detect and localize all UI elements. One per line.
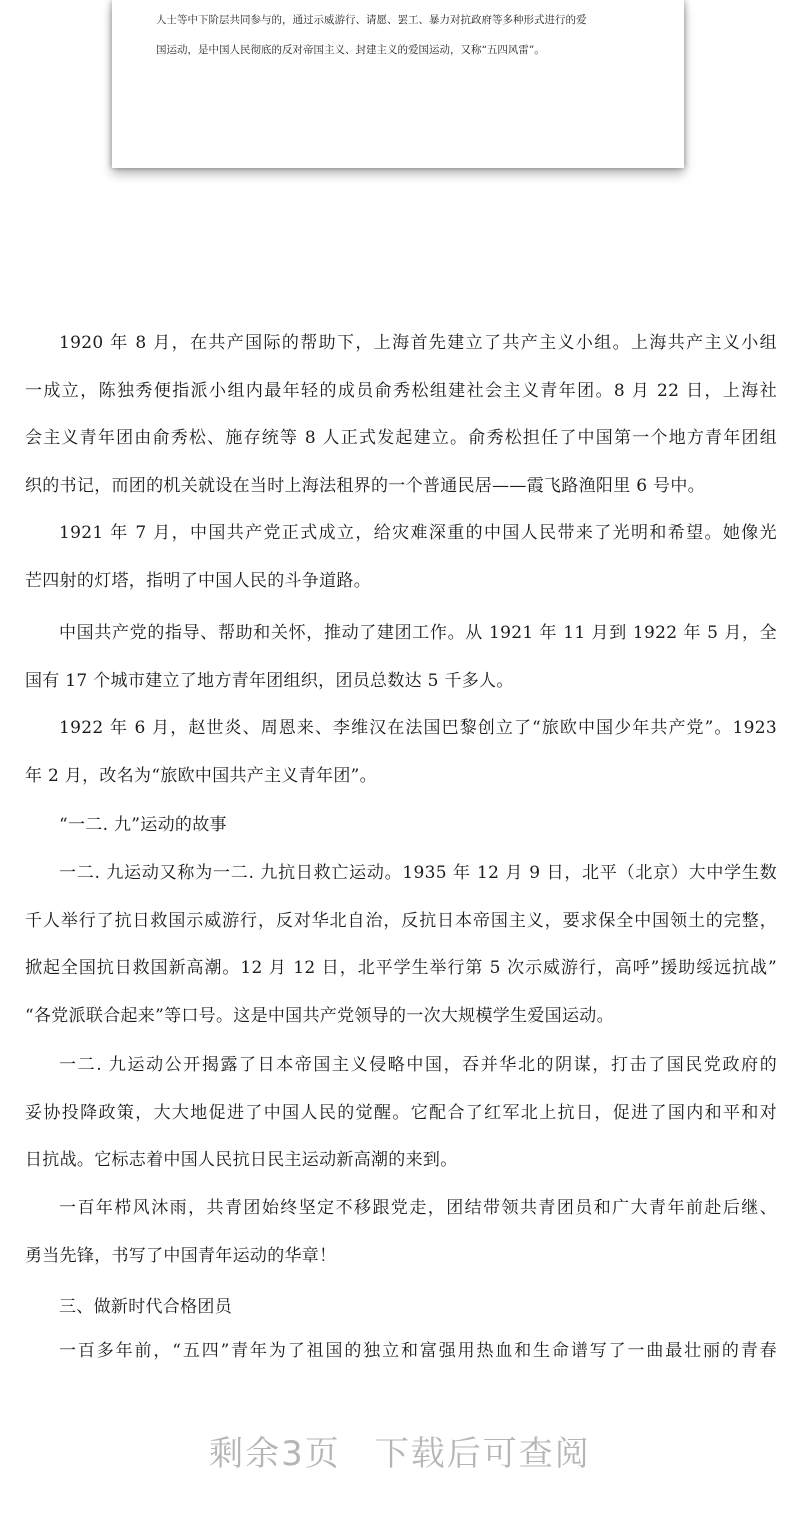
text-line: 芒四射的灯塔，指明了中国人民的斗争道路。 <box>25 570 371 591</box>
text-line: 年 2 月，改名为“旅欧中国共产主义青年团”。 <box>25 765 377 786</box>
text-line: 中国共产党的指导、帮助和关怀，推动了建团工作。从 1921 年 11 月到 1922 年 5 月，全 <box>59 623 777 643</box>
paragraph <box>25 1185 777 1280</box>
preview-text-line: 国运动，是中国人民彻底的反对帝国主义、封建主义的爱国运动，又称“五四风雷”。 <box>156 44 545 56</box>
preview-page-card <box>112 0 684 168</box>
text-line: 掀起全国抗日救国新高潮。12 月 12 日，北平学生举行第 5 次示威游行，高呼”援助绥远抗战” <box>25 958 777 978</box>
text-line: 1921 年 7 月，中国共产党正式成立，给灾难深重的中国人民带来了光明和希望。她像光 <box>59 523 777 543</box>
text-line: 妥协投降政策，大大地促进了中国人民的觉醒。它配合了红军北上抗日，促进了国内和平和对 <box>25 1102 777 1123</box>
download-to-view-label: 下载后可查阅 <box>374 1434 591 1474</box>
paragraph <box>25 1042 777 1185</box>
paragraph <box>25 1328 777 1376</box>
text-line: 一百多年前，“五四”青年为了祖国的独立和富强用热血和生命谱写了一曲最壮丽的青春 <box>59 1341 777 1361</box>
text-line: 国有 17 个城市建立了地方青年团组织，团员总数达 5 千多人。 <box>25 670 514 691</box>
text-line: 日抗战。它标志着中国人民抗日民主运动新高潮的来到。 <box>25 1150 458 1170</box>
paragraph <box>25 510 777 605</box>
text-line: 一成立，陈独秀便指派小组内最年轻的成员俞秀松组建社会主义青年团。8 月 22 日，上海社 <box>25 380 777 401</box>
remaining-pages-label: 剩余3页 <box>209 1434 341 1474</box>
section-heading: “一二. 九”运动的故事 <box>59 815 227 835</box>
text-line: 千人举行了抗日救国示威游行，反对华北自治，反抗日本帝国主义，要求保全中国领土的完整， <box>25 910 777 931</box>
watermark-mark: ​ <box>135 597 165 618</box>
paragraph <box>25 320 777 510</box>
preview-text-line: 人士等中下阶层共同参与的，通过示威游行、请愿、罢工、暴力对抗政府等多种形式进行的爱 <box>156 14 587 26</box>
text-line: 一二. 九运动又称为一二. 九抗日救亡运动。1935 年 12 月 9 日，北平（北京）大中学生数 <box>59 863 777 883</box>
text-line: 一二. 九运动公开揭露了日本帝国主义侵略中国，吞并华北的阴谋，打击了国民党政府的 <box>59 1055 777 1075</box>
text-line: 会主义青年团由俞秀松、施存统等 8 人正式发起建立。俞秀松担任了中国第一个地方青年团组 <box>25 428 777 448</box>
text-line: 1922 年 6 月，赵世炎、周恩来、李维汉在法国巴黎创立了“旅欧中国少年共产党”。1923 <box>59 718 777 738</box>
text-line: 织的书记，而团的机关就设在当时上海法租界的一个普通民居——霞飞路渔阳里 6 号中。 <box>25 475 705 496</box>
text-line: 一百年栉风沐雨，共青团始终坚定不移跟党走，团结带领共青团员和广大青年前赴后继、 <box>59 1198 777 1218</box>
paragraph <box>25 705 777 800</box>
download-prompt[interactable] <box>0 1426 800 1475</box>
section-heading: 三、做新时代合格团员 <box>59 1297 232 1317</box>
paragraph <box>25 610 777 705</box>
text-line: 1920 年 8 月，在共产国际的帮助下，上海首先建立了共产主义小组。上海共产主义小组 <box>59 333 777 353</box>
text-line: “各党派联合起来”等口号。这是中国共产党领导的一次大规模学生爱国运动。 <box>25 1005 614 1026</box>
text-line: 勇当先锋，书写了中国青年运动的华章！ <box>25 1245 337 1266</box>
paragraph <box>25 850 777 1040</box>
